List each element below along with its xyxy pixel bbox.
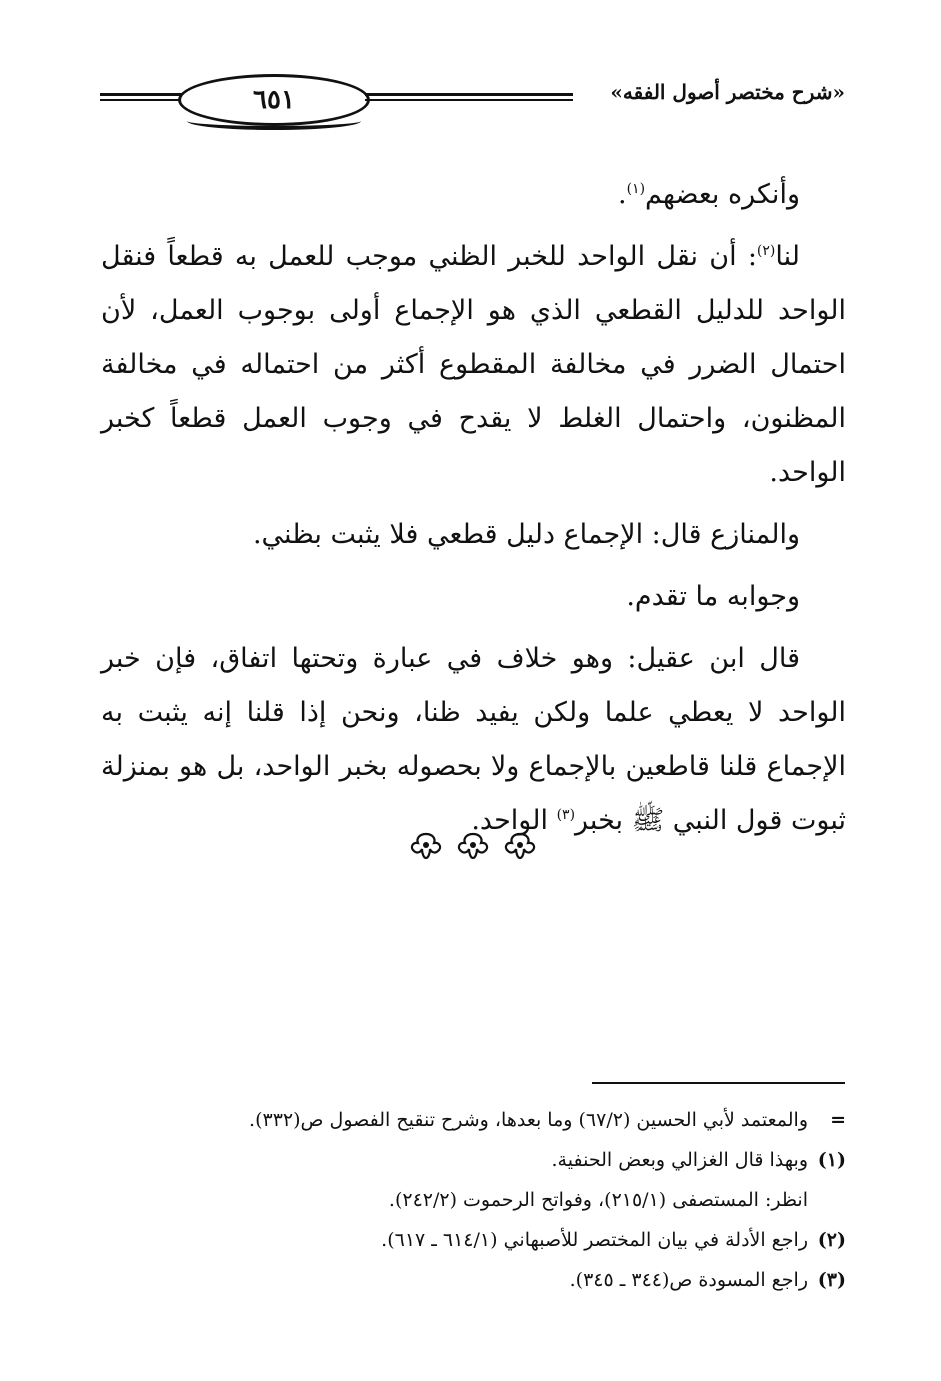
paragraph-text: الواحد. <box>471 805 557 836</box>
paragraph <box>101 570 846 624</box>
footnote-text: والمعتمد لأبي الحسين (٦٧/٢) وما بعدها، وشرح تنقيح الفصول ص(٣٣٢). <box>249 1109 808 1131</box>
footnote-marker: (٣) <box>817 1269 846 1291</box>
footnote-1-reference <box>101 1180 846 1220</box>
floral-ornament-icon <box>455 830 491 862</box>
footnote-continuation <box>101 1100 846 1140</box>
footnotes <box>101 1100 846 1300</box>
footnote-text: راجع الأدلة في بيان المختصر للأصبهاني (٦١٤/١ ـ ٦١٧). <box>381 1229 808 1251</box>
paragraph <box>101 508 846 562</box>
paragraph-text: قال ابن عقيل: وهو خلاف في عبارة وتحتها اتفاق، فإن خبر الواحد لا يعطي علما ولكن يفيد ظنا، ونحن إذا قلنا إنه يثبت به الإجماع قلنا قاطعين بالإجماع ولا بحصوله بخبر الواحد، بل هو بمنزلة ثبوت قول النبي ﷺ بخبر <box>101 643 846 836</box>
paragraph-text: وجوابه ما تقدم. <box>626 581 800 612</box>
paragraph <box>101 168 846 222</box>
footnote-text: انظر: المستصفى (٢١٥/١)، وفواتح الرحموت (٢٤٢/٢). <box>388 1189 808 1211</box>
footnote-3 <box>101 1260 846 1300</box>
footnote-ref: (٣) <box>556 807 576 823</box>
footnote-text: راجع المسودة ص(٣٤٤ ـ ٣٤٥). <box>569 1269 808 1291</box>
paragraph-text: وأنكره بعضهم <box>645 179 800 210</box>
book-title: «شرح مختصر أصول الفقه» <box>610 80 845 104</box>
floral-ornament-icon <box>502 830 538 862</box>
header-rule <box>365 99 573 101</box>
footnote-ref: (٢) <box>756 243 776 259</box>
floral-ornament-icon <box>408 830 444 862</box>
footnote-marker: (٢) <box>817 1229 846 1251</box>
section-ornament <box>408 826 538 866</box>
footnote-marker: = <box>830 1109 846 1131</box>
paragraph-text: . <box>617 179 627 210</box>
paragraph <box>101 230 846 500</box>
paragraph-text: والمنازع قال: الإجماع دليل قطعي فلا يثبت بظني. <box>252 519 800 550</box>
footnote-separator <box>592 1082 845 1084</box>
header-rule <box>365 93 573 96</box>
footnote-ref: (١) <box>626 181 646 197</box>
paragraph-text: لنا <box>775 241 800 272</box>
page-header <box>100 66 845 136</box>
page-number-oval <box>178 74 370 126</box>
footnote-text: وبهذا قال الغزالي وبعض الحنفية. <box>551 1149 808 1171</box>
footnote-marker: (١) <box>817 1149 846 1171</box>
page-number: ٦٥١ <box>253 85 295 115</box>
paragraph <box>101 632 846 848</box>
header-rule <box>100 93 188 96</box>
main-text <box>101 168 846 848</box>
footnote-2 <box>101 1220 846 1260</box>
header-rule <box>100 99 188 101</box>
paragraph-text: : أن نقل الواحد للخبر الظني موجب للعمل به قطعاً فنقل الواحد للدليل القطعي الذي هو الإجماع أولى بوجوب العمل، لأن احتمال الضرر في مخالفة المقطوع أكثر من احتماله في مخالفة المظنون، واحتمال الغلط لا يقدح في وجوب العمل قطعاً كخبر الواحد. <box>101 241 846 488</box>
footnote-1 <box>101 1140 846 1180</box>
